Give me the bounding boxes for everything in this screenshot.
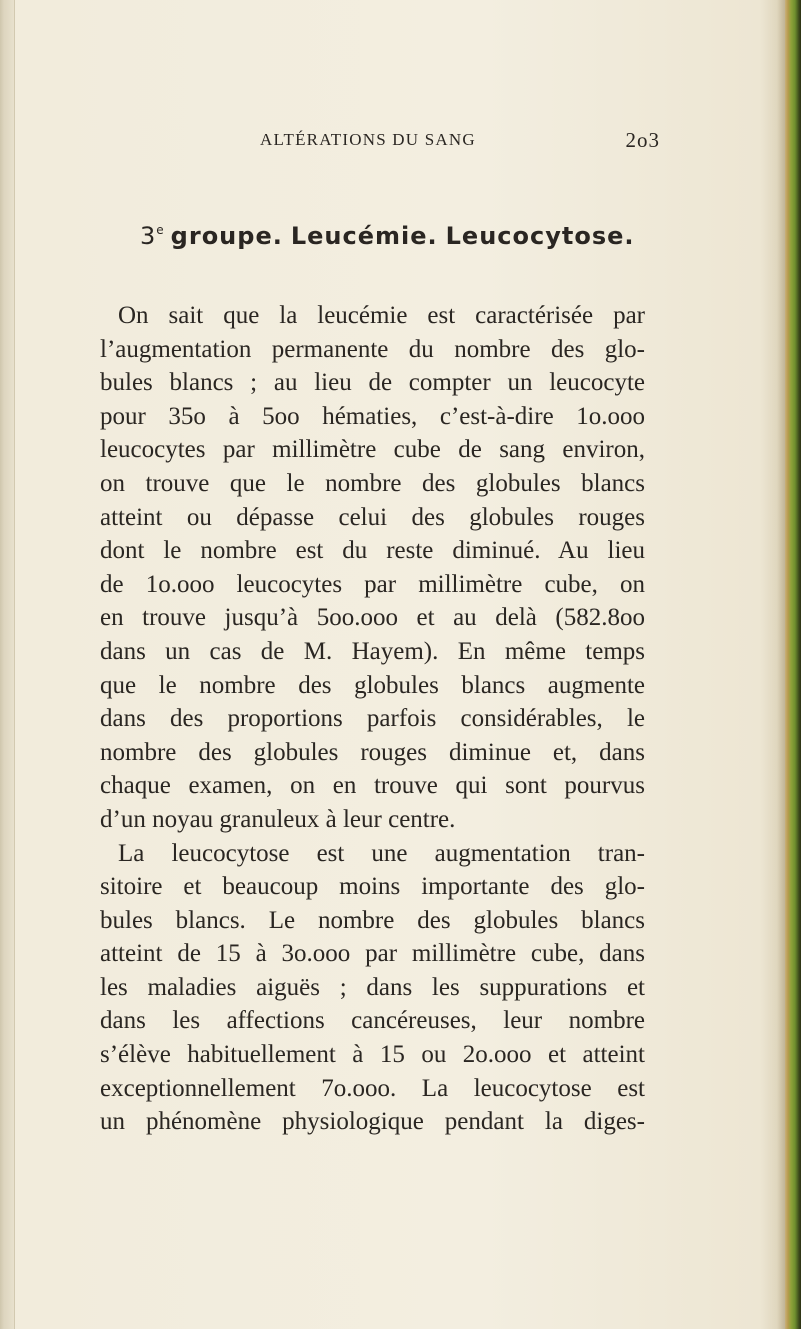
text-line: d’un noyau granuleux à leur centre. (100, 805, 456, 833)
section-term-leucemie: Leucémie. (290, 222, 438, 250)
text-line: pour 35o à 5oo hématies, c’est-à-dire 1o.ooo (100, 402, 645, 430)
text-line: leucocytes par millimètre cube de sang environ, (100, 436, 645, 464)
section-number: 3 (140, 222, 157, 250)
section-number-superscript: e (156, 223, 165, 237)
text-line: sitoire et beaucoup moins importante des glo- (100, 873, 645, 901)
section-term-leucocytose: Leucocytose. (445, 222, 635, 250)
section-heading (140, 222, 635, 250)
text-line: un phénomène physiologique pendant la diges- (100, 1108, 645, 1136)
page-gutter-edge (0, 0, 15, 1329)
text-line: On sait que la leucémie est caractérisée par (118, 302, 645, 329)
text-line: l’augmentation permanente du nombre des glo- (100, 335, 645, 363)
text-line: La leucocytose est une augmentation tran- (118, 839, 645, 867)
text-line: dans un cas de M. Hayem). En même temps (100, 637, 645, 665)
text-line: en trouve jusqu’à 5oo.ooo et au delà (582.8oo (100, 604, 645, 632)
body-text (100, 299, 645, 1139)
text-line: que le nombre des globules blancs augmente (100, 671, 645, 699)
text-line: dans des proportions parfois considérables, le (100, 705, 645, 733)
running-head-title: ALTÉRATIONS DU SANG (260, 130, 476, 149)
text-line: on trouve que le nombre des globules blancs (100, 469, 645, 497)
running-head (100, 130, 660, 158)
page-shadow (777, 0, 785, 1329)
text-line: atteint ou dépasse celui des globules rouges (100, 503, 645, 531)
text-line: chaque examen, on en trouve qui sont pourvus (100, 772, 645, 800)
text-line: dans les affections cancéreuses, leur nombre (100, 1007, 645, 1035)
text-line: de 1o.ooo leucocytes par millimètre cube, on (100, 570, 645, 598)
text-line: nombre des globules rouges diminue et, dans (100, 738, 645, 766)
text-line: atteint de 15 à 3o.ooo par millimètre cube, dans (100, 940, 645, 968)
section-groupe-label: groupe. (170, 222, 283, 250)
text-line: bules blancs ; au lieu de compter un leucocyte (100, 369, 645, 397)
text-line: les maladies aiguës ; dans les suppurations et (100, 973, 645, 1001)
text-line: dont le nombre est du reste diminué. Au lieu (100, 537, 645, 565)
text-line: s’élève habituellement à 15 ou 2o.ooo et atteint (100, 1041, 645, 1069)
text-line: bules blancs. Le nombre des globules blancs (100, 906, 645, 934)
text-line: exceptionnellement 7o.ooo. La leucocytose est (100, 1074, 645, 1102)
page-number: 2o3 (625, 128, 660, 152)
book-spine-edge (785, 0, 801, 1329)
